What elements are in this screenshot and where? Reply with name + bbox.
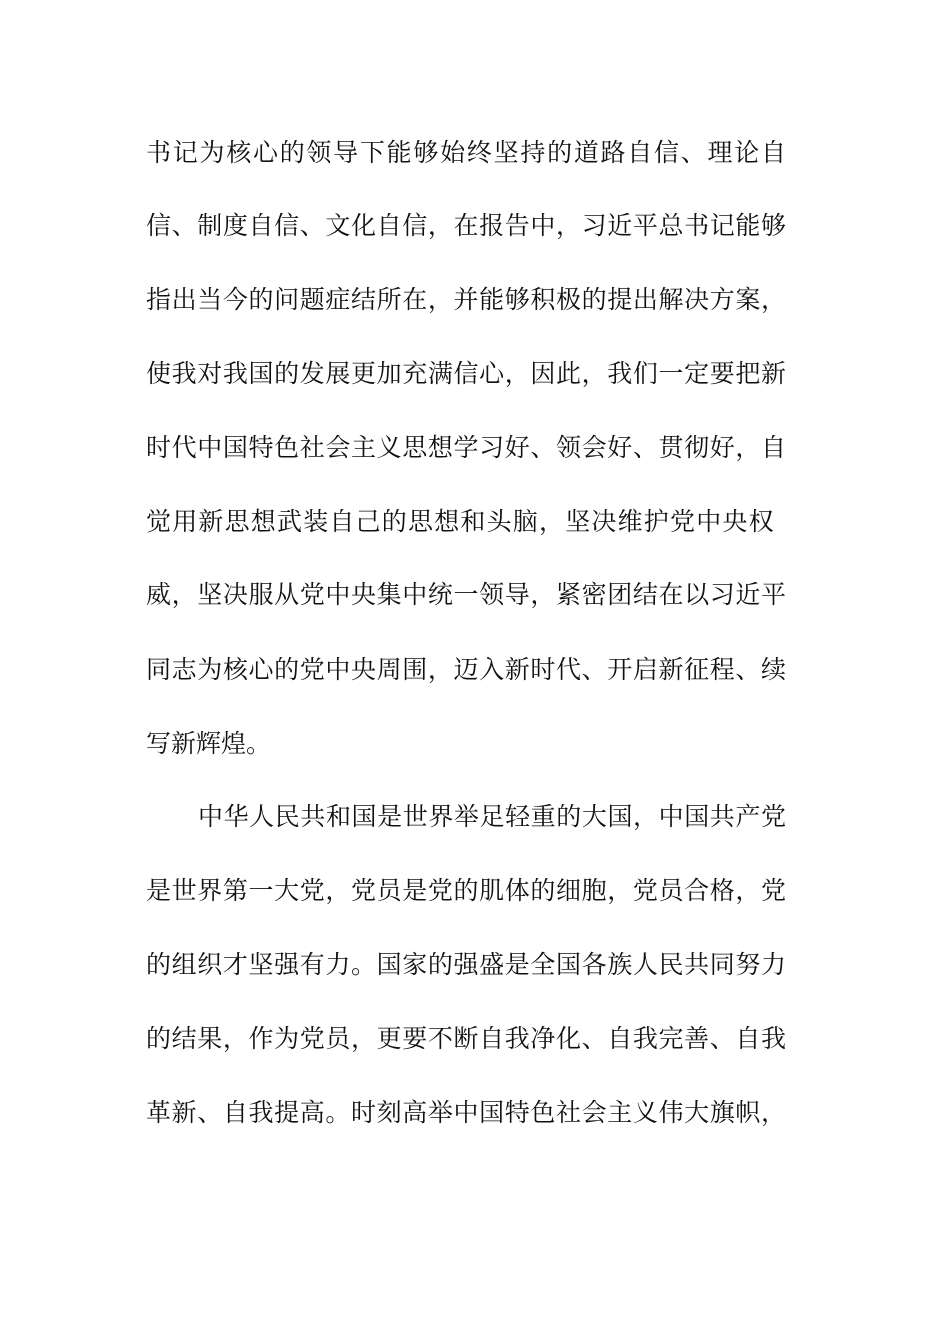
text-line: 的结果，作为党员，更要不断自我净化、自我完善、自我 xyxy=(146,1024,786,1053)
text-line-paragraph-end: 写新辉煌。 xyxy=(146,729,272,758)
text-line: 是世界第一大党，党员是党的肌体的细胞，党员合格，党 xyxy=(146,876,786,905)
text-line: 威，坚决服从党中央集中统一领导，紧密团结在以习近平 xyxy=(146,580,786,609)
text-line: 革新、自我提高。时刻高举中国特色社会主义伟大旗帜， xyxy=(146,1098,786,1127)
text-line-paragraph-start: 中华人民共和国是世界举足轻重的大国，中国共产党 xyxy=(198,802,786,831)
text-line: 的组织才坚强有力。国家的强盛是全国各族人民共同努力 xyxy=(146,950,786,979)
text-line: 信、制度自信、文化自信，在报告中，习近平总书记能够 xyxy=(146,211,786,240)
text-line: 时代中国特色社会主义思想学习好、领会好、贯彻好，自 xyxy=(146,433,786,462)
text-line: 书记为核心的领导下能够始终坚持的道路自信、理论自 xyxy=(146,138,786,167)
text-line: 指出当今的问题症结所在，并能够积极的提出解决方案， xyxy=(146,285,786,314)
text-line: 使我对我国的发展更加充满信心，因此，我们一定要把新 xyxy=(146,359,786,388)
text-line: 同志为核心的党中央周围，迈入新时代、开启新征程、续 xyxy=(146,655,786,684)
text-line: 觉用新思想武装自己的思想和头脑，坚决维护党中央权 xyxy=(146,507,775,536)
